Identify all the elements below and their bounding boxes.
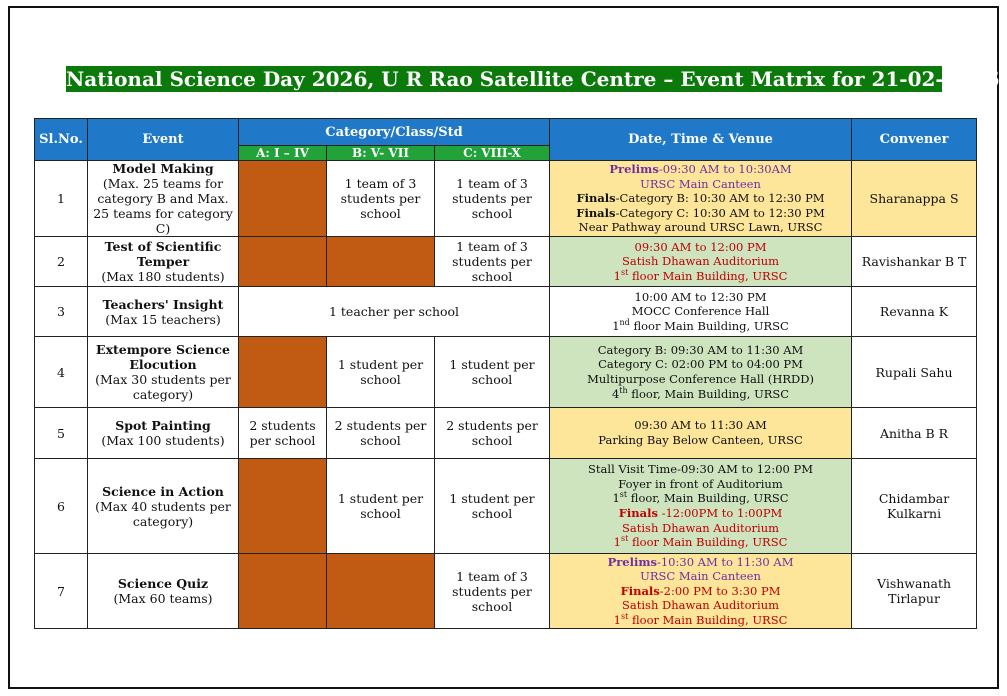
convener-cell: Revanna K <box>852 287 977 337</box>
venue-cell <box>550 554 852 629</box>
table-row <box>35 237 977 287</box>
event-note: (Max 40 students per category) <box>95 498 231 529</box>
venue-line: floor Main Building, URSC <box>629 318 789 333</box>
category-c-cell: 1 team of 3 students per school <box>435 554 550 629</box>
venue-line: 4 <box>611 386 620 401</box>
category-c-cell: 1 team of 3 students per school <box>435 237 550 287</box>
event-note: (Max 180 students) <box>101 269 225 284</box>
event-note: (Max 30 students per category) <box>95 372 231 402</box>
header-convener: Convener <box>852 119 977 161</box>
convener-cell: Anitha B R <box>852 408 977 459</box>
venue-line: 1 <box>612 491 620 506</box>
venue-line: -Category B: 10:30 AM to 12:30 PM <box>615 191 825 206</box>
finals-label: Finals <box>576 191 616 206</box>
row-number: 4 <box>35 337 88 408</box>
page-title: National Science Day 2026, U R Rao Satellite Centre – Event Matrix for 21-02-2026 <box>66 67 1000 91</box>
table-row <box>35 554 977 629</box>
venue-line: floor Main Building, URSC <box>628 268 788 283</box>
event-cell <box>88 459 239 554</box>
venue-line: floor Main Building, URSC <box>628 535 788 550</box>
category-c-cell: 1 student per school <box>435 337 550 408</box>
table-row <box>35 337 977 408</box>
venue-line: floor, Main Building, URSC <box>627 491 789 506</box>
event-cell <box>88 337 239 408</box>
venue-line: Satish Dhawan Auditorium <box>622 520 780 535</box>
convener-cell: Sharanappa S <box>852 161 977 237</box>
ordinal-suffix: th <box>619 385 628 395</box>
event-name: Spot Painting <box>115 418 211 433</box>
event-name: Model Making <box>112 161 214 176</box>
venue-line: URSC Main Canteen <box>640 569 761 584</box>
header-category-a: A: I – IV <box>239 146 327 161</box>
category-a-cell <box>239 459 327 554</box>
venue-line: Category C: 02:00 PM to 04:00 PM <box>598 357 803 372</box>
venue-line: Multipurpose Conference Hall (HRDD) <box>587 372 814 386</box>
event-name: Teachers' Insight <box>102 296 224 312</box>
venue-cell <box>550 337 852 408</box>
convener-cell: Chidambar Kulkarni <box>852 459 977 554</box>
category-a-cell: 2 students per school <box>239 408 327 459</box>
ordinal-suffix: st <box>619 490 628 500</box>
event-cell <box>88 161 239 237</box>
venue-line: -09:30 AM to 10:30AM <box>658 162 792 177</box>
category-c-cell: 1 team of 3 students per school <box>435 161 550 237</box>
ordinal-suffix: st <box>621 612 629 622</box>
venue-line: Foyer in front of Auditorium <box>618 476 783 491</box>
venue-cell <box>550 161 852 237</box>
event-note: (Max 15 teachers) <box>105 311 221 327</box>
venue-line: 09:30 AM to 11:30 AM <box>634 418 767 433</box>
header-category-c: C: VIII-X <box>435 146 550 161</box>
category-b-cell: 1 student per school <box>327 337 435 408</box>
convener-cell: Ravishankar B T <box>852 237 977 287</box>
category-c-cell: 1 student per school <box>435 459 550 554</box>
venue-line: Near Pathway around URSC Lawn, URSC <box>578 220 823 235</box>
finals-label: Finals <box>620 583 660 598</box>
row-number: 5 <box>35 408 88 459</box>
venue-line: -2:00 PM to 3:30 PM <box>659 583 781 598</box>
ordinal-suffix: st <box>621 534 629 544</box>
venue-line: Parking Bay Below Canteen, URSC <box>598 433 803 447</box>
category-c-cell: 2 students per school <box>435 408 550 459</box>
category-b-cell <box>327 237 435 287</box>
header-category-b: B: V- VII <box>327 146 435 161</box>
category-span-cell: 1 teacher per school <box>239 287 550 337</box>
venue-line: 1 <box>613 268 621 283</box>
event-note: (Max. 25 teams for category B and Max. 25 teams for category C) <box>93 176 233 236</box>
venue-line: 1 <box>613 535 621 550</box>
row-number: 2 <box>35 237 88 287</box>
event-cell <box>88 408 239 459</box>
event-note: (Max 60 teams) <box>113 591 213 606</box>
prelims-label: Prelims <box>607 554 657 569</box>
row-number: 7 <box>35 554 88 629</box>
venue-line: 1 <box>612 318 620 333</box>
event-name: Science Quiz <box>117 576 209 591</box>
finals-label: Finals <box>618 506 658 520</box>
venue-line: floor, Main Building, URSC <box>627 386 790 401</box>
prelims-label: Prelims <box>609 162 659 177</box>
venue-line: Satish Dhawan Auditorium <box>622 598 780 613</box>
event-note: (Max 100 students) <box>101 433 225 448</box>
category-a-cell <box>239 554 327 629</box>
venue-cell <box>550 408 852 459</box>
event-cell <box>88 554 239 629</box>
venue-line: Stall Visit Time-09:30 AM to 12:00 PM <box>588 462 814 477</box>
category-a-cell <box>239 237 327 287</box>
venue-line: -12:00PM to 1:00PM <box>657 506 783 520</box>
venue-line: -10:30 AM to 11:30 AM <box>656 554 794 569</box>
venue-line: URSC Main Canteen <box>640 176 761 191</box>
event-name: Science in Action <box>102 483 224 499</box>
venue-line: 1 <box>613 612 621 627</box>
event-cell <box>88 287 239 337</box>
ordinal-suffix: nd <box>619 317 630 327</box>
row-number: 1 <box>35 161 88 237</box>
event-cell <box>88 237 239 287</box>
table-row <box>35 408 977 459</box>
convener-cell: Rupali Sahu <box>852 337 977 408</box>
venue-line: Category B: 09:30 AM to 11:30 AM <box>597 342 804 357</box>
header-venue: Date, Time & Venue <box>550 119 852 161</box>
category-a-cell <box>239 161 327 237</box>
event-name: Test of Scientific Temper <box>104 239 222 269</box>
venue-line: 10:00 AM to 12:30 PM <box>634 289 767 304</box>
table-row <box>35 287 977 337</box>
venue-cell <box>550 237 852 287</box>
venue-cell <box>550 287 852 337</box>
finals-label: Finals <box>576 205 616 220</box>
ordinal-suffix: st <box>621 267 629 277</box>
row-number: 6 <box>35 459 88 554</box>
table-row <box>35 459 977 554</box>
venue-cell <box>550 459 852 554</box>
row-number: 3 <box>35 287 88 337</box>
event-name: Extempore Science Elocution <box>96 342 230 372</box>
category-b-cell <box>327 554 435 629</box>
category-a-cell <box>239 337 327 408</box>
venue-line: Satish Dhawan Auditorium <box>622 254 780 269</box>
header-slno: Sl.No. <box>35 119 88 161</box>
venue-line: -Category C: 10:30 AM to 12:30 PM <box>615 205 825 220</box>
venue-line: MOCC Conference Hall <box>631 304 770 319</box>
table-row <box>35 161 977 237</box>
header-category: Category/Class/Std <box>239 119 550 146</box>
convener-cell: Vishwanath Tirlapur <box>852 554 977 629</box>
category-b-cell: 1 student per school <box>327 459 435 554</box>
category-b-cell: 1 team of 3 students per school <box>327 161 435 237</box>
category-b-cell: 2 students per school <box>327 408 435 459</box>
header-event: Event <box>88 119 239 161</box>
venue-line: 09:30 AM to 12:00 PM <box>634 239 767 254</box>
venue-line: floor Main Building, URSC <box>628 612 788 627</box>
event-matrix-table <box>34 118 977 629</box>
